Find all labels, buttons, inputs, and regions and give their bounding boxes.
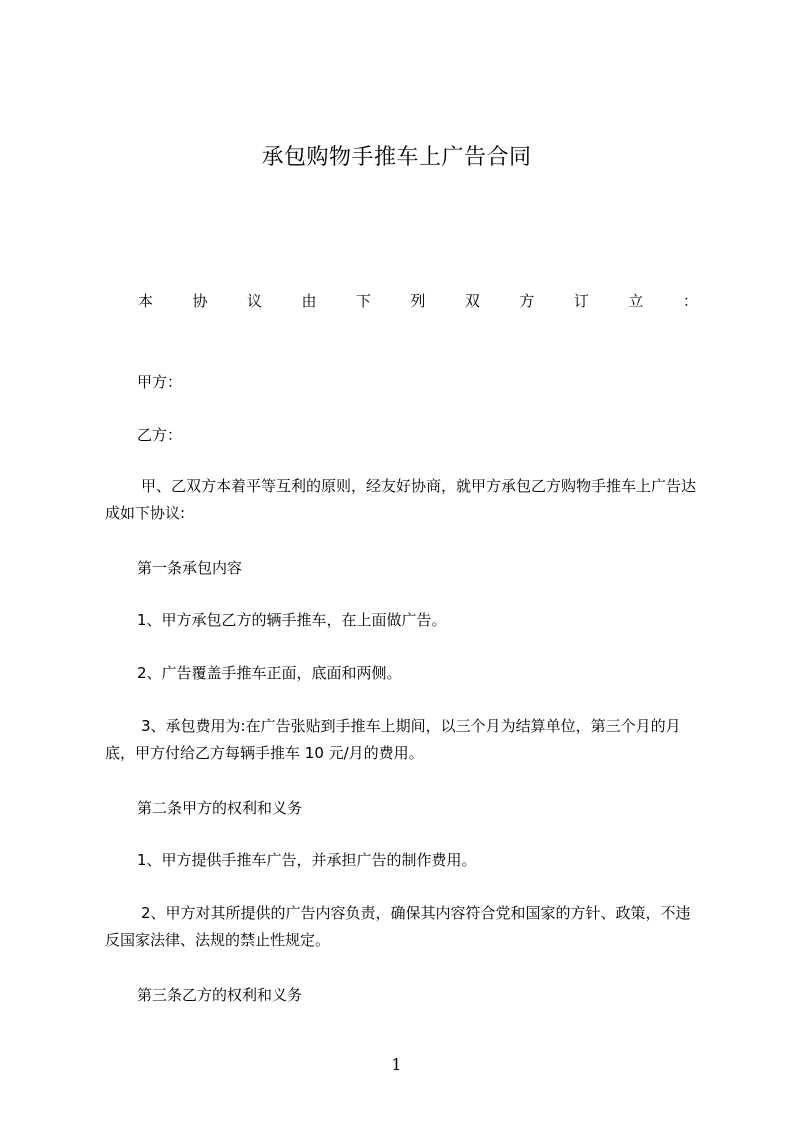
preamble-char: ： <box>682 292 698 310</box>
article3-heading: 第三条乙方的权利和义务 <box>137 986 303 1004</box>
preamble-char: 下 <box>355 292 371 310</box>
preamble-char: 由 <box>301 292 317 310</box>
party-b-label: 乙方： <box>137 426 183 444</box>
article1-item-3: 3、承包费用为:在广告张贴到手推车上期间，以三个月为结算单位，第三个月的月底，甲方付给乙方每辆手推车 10 元/月的费用。 <box>105 717 681 762</box>
party-a-label: 甲方： <box>137 373 183 391</box>
article2-item-1: 1、甲方提供手推车广告，并承担广告的制作费用。 <box>137 851 477 869</box>
preamble-char: 协 <box>192 292 208 310</box>
preamble-char: 订 <box>573 292 589 310</box>
preamble-char: 双 <box>464 292 480 310</box>
article2-heading: 第二条甲方的权利和义务 <box>137 799 303 817</box>
preamble-char: 本 <box>138 292 154 310</box>
page-number: 1 <box>391 1055 402 1074</box>
preamble-char: 方 <box>519 292 535 310</box>
preamble-char: 列 <box>410 292 426 310</box>
preamble-line <box>138 290 698 312</box>
preamble-char: 立 <box>628 292 644 310</box>
article1-heading: 第一条承包内容 <box>137 559 243 577</box>
article2-item-2: 2、甲方对其所提供的广告内容负责，确保其内容符合党和国家的方针、政策，不违反国家法律、法规的禁止性规定。 <box>105 904 691 949</box>
intro-paragraph: 甲、乙双方本着平等互利的原则，经友好协商，就甲方承包乙方购物手推车上广告达成如下协议: <box>105 477 697 522</box>
contract-title: 承包购物手推车上广告合同 <box>261 145 532 170</box>
preamble-char: 议 <box>246 292 262 310</box>
article1-item-1: 1、甲方承包乙方的辆手推车，在上面做广告。 <box>137 611 447 629</box>
article1-item-2: 2、广告覆盖手推车正面，底面和两侧。 <box>137 664 402 682</box>
